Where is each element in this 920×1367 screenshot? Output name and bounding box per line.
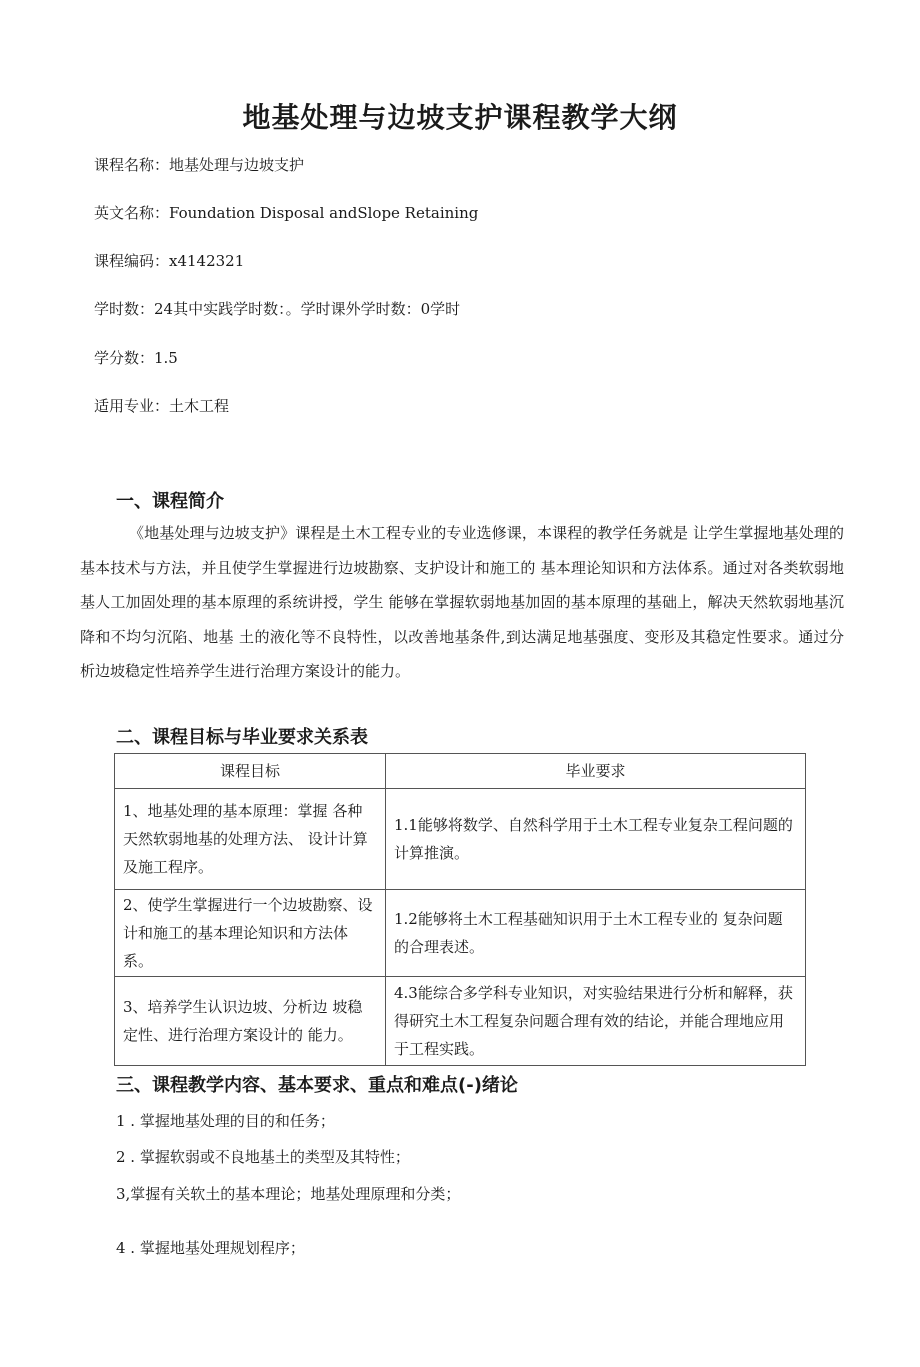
goal-cell: 3、培养学生认识边坡、分析边 坡稳定性、进行治理方案设计的 能力。 <box>115 977 386 1066</box>
section2-heading: 二、课程目标与毕业要求关系表 <box>116 727 368 748</box>
course-code: 课程编码：x4142321 <box>94 252 245 270</box>
english-name: 英文名称：Foundation Disposal andSlope Retaining <box>94 204 479 222</box>
course-intro-paragraph: 《地基处理与边坡支护》课程是土木工程专业的专业选修课，本课程的教学任务就是 让学生掌握地基处理的基本技术与方法，并且使学生掌握进行边坡勘察、支护设计和施工的 基本理论知识和方法体系。通过对各类软弱地基人工加固处理的基本原理的系统讲授，学生 能够在掌握软弱地基加固的基本原理的基础上，解决天然软弱地基沉降和不均匀沉陷、地基 土的液化等不良特性，以改善地基条件,到达满足地基强度、变形及其稳定性要求。通过分 析边坡稳定性培养学生进行治理方案设计的能力。 <box>80 524 844 680</box>
applicable-major: 适用专业：土木工程 <box>94 397 230 415</box>
requirement-cell: 4.3能综合多学科专业知识，对实验结果进行分析和解释，获得研究土木工程复杂问题合理有效的结论，并能合理地应用于工程实践。 <box>386 977 806 1066</box>
header-graduation-requirement: 毕业要求 <box>386 754 806 789</box>
credits: 学分数：1.5 <box>94 349 178 367</box>
list-item: 2 . 掌握软弱或不良地基土的类型及其特性； <box>116 1148 410 1166</box>
requirement-cell: 1.2能够将土木工程基础知识用于土木工程专业的 复杂问题的合理表述。 <box>386 890 806 977</box>
goal-cell: 2、使学生掌握进行一个边坡勘察、设计和施工的基本理论知识和方法体系。 <box>115 890 386 977</box>
document-title: 地基处理与边坡支护课程教学大纲 <box>242 101 678 134</box>
table-row <box>115 890 806 977</box>
section3-heading: 三、课程教学内容、基本要求、重点和难点(-)绪论 <box>116 1075 518 1096</box>
table-header-row <box>115 754 806 789</box>
class-hours: 学时数：24其中实践学时数：。学时课外学时数：0学时 <box>94 300 461 318</box>
course-name: 课程名称：地基处理与边坡支护 <box>94 156 305 174</box>
list-item: 4 . 掌握地基处理规划程序； <box>116 1239 305 1257</box>
goal-cell: 1、地基处理的基本原理：掌握 各种天然软弱地基的处理方法、 设计计算及施工程序。 <box>115 789 386 890</box>
section1-heading: 一、课程简介 <box>116 491 224 512</box>
list-item: 3,掌握有关软土的基本理论；地基处理原理和分类； <box>116 1185 461 1203</box>
table-row <box>115 977 806 1066</box>
table-row <box>115 789 806 890</box>
requirement-cell: 1.1能够将数学、自然科学用于土木工程专业复杂工程问题的计算推演。 <box>386 789 806 890</box>
goals-requirements-table <box>114 753 806 1066</box>
header-course-goal: 课程目标 <box>115 754 386 789</box>
list-item: 1 . 掌握地基处理的目的和任务； <box>116 1112 335 1130</box>
